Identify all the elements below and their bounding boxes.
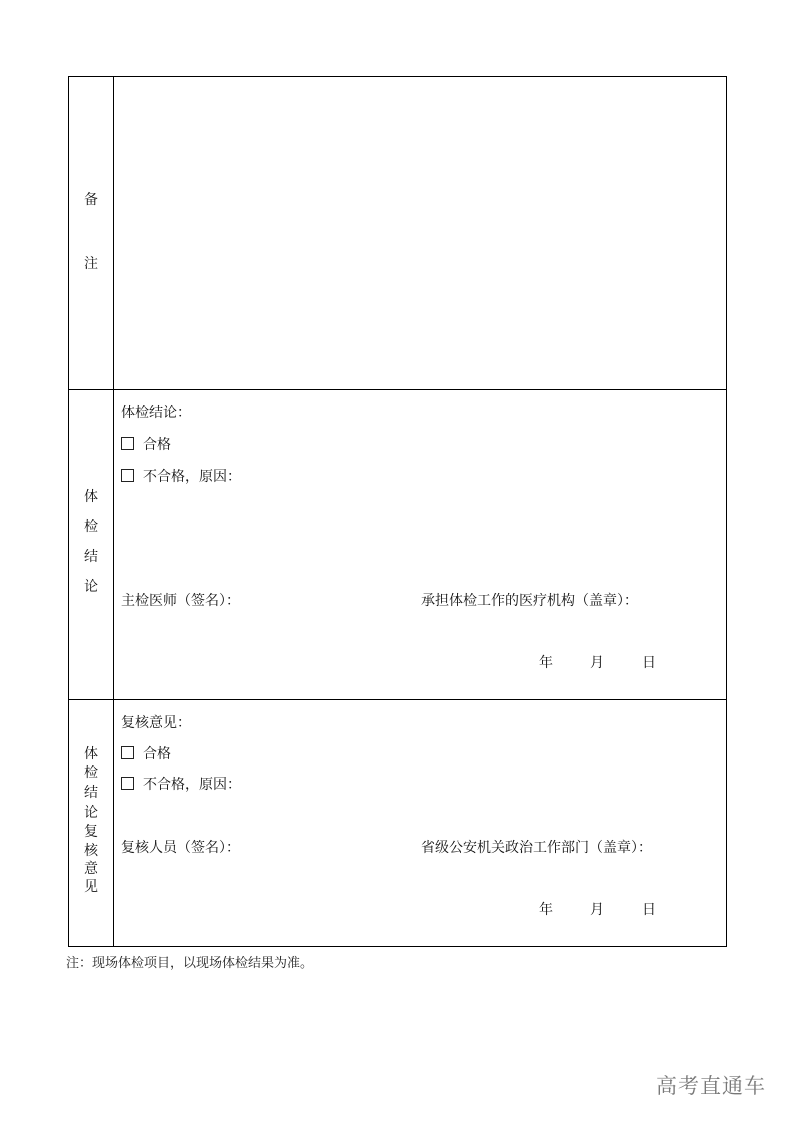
fail-label: 不合格，原因： [143, 777, 241, 793]
row-divider [68, 699, 727, 700]
pass-label: 合格 [143, 437, 171, 453]
date-month: 月 [590, 902, 604, 918]
date-month: 月 [590, 655, 604, 671]
exam-label-char: 检 [84, 519, 98, 535]
review-label-char: 复 [84, 824, 98, 840]
review-label-char: 见 [84, 879, 98, 895]
table-border-left [68, 76, 69, 947]
review-label-char: 论 [84, 805, 98, 821]
review-label-char: 结 [84, 785, 98, 801]
date-year: 年 [539, 655, 553, 671]
checkbox[interactable] [121, 746, 134, 759]
exam-fail-option[interactable] [121, 469, 241, 485]
exam-pass-option[interactable] [121, 437, 171, 453]
review-heading: 复核意见： [121, 715, 191, 731]
remarks-label-char: 备 [84, 192, 98, 208]
review-label-char: 意 [84, 861, 98, 877]
review-pass-option[interactable] [121, 746, 171, 762]
exam-label-char: 结 [84, 549, 98, 565]
exam-conclusion-heading: 体检结论： [121, 405, 191, 421]
checkbox[interactable] [121, 437, 134, 450]
checkbox[interactable] [121, 777, 134, 790]
exam-label-char: 论 [84, 579, 98, 595]
date-day: 日 [642, 902, 656, 918]
exam-label-char: 体 [84, 489, 98, 505]
review-fail-option[interactable] [121, 777, 241, 793]
review-label-char: 检 [84, 765, 98, 781]
watermark: 高考直通车 [656, 1074, 766, 1098]
institution-seal-label: 承担体检工作的医疗机构（盖章）： [421, 593, 638, 609]
date-day: 日 [642, 655, 656, 671]
department-seal-label: 省级公安机关政治工作部门（盖章）： [421, 840, 652, 856]
fail-label: 不合格，原因： [143, 469, 241, 485]
remarks-label-char: 注 [84, 256, 98, 272]
doctor-signature-label: 主检医师（签名）： [121, 593, 240, 609]
date-year: 年 [539, 902, 553, 918]
row-divider [68, 389, 727, 390]
review-label-char: 体 [84, 746, 98, 762]
table-border-bottom [68, 946, 727, 947]
footnote: 注：现场体检项目，以现场体检结果为准。 [66, 956, 314, 971]
remarks-field[interactable] [114, 77, 726, 389]
pass-label: 合格 [143, 746, 171, 762]
review-label-char: 核 [84, 843, 98, 859]
table-border-right [726, 76, 727, 947]
reviewer-signature-label: 复核人员（签名）： [121, 840, 240, 856]
checkbox[interactable] [121, 469, 134, 482]
